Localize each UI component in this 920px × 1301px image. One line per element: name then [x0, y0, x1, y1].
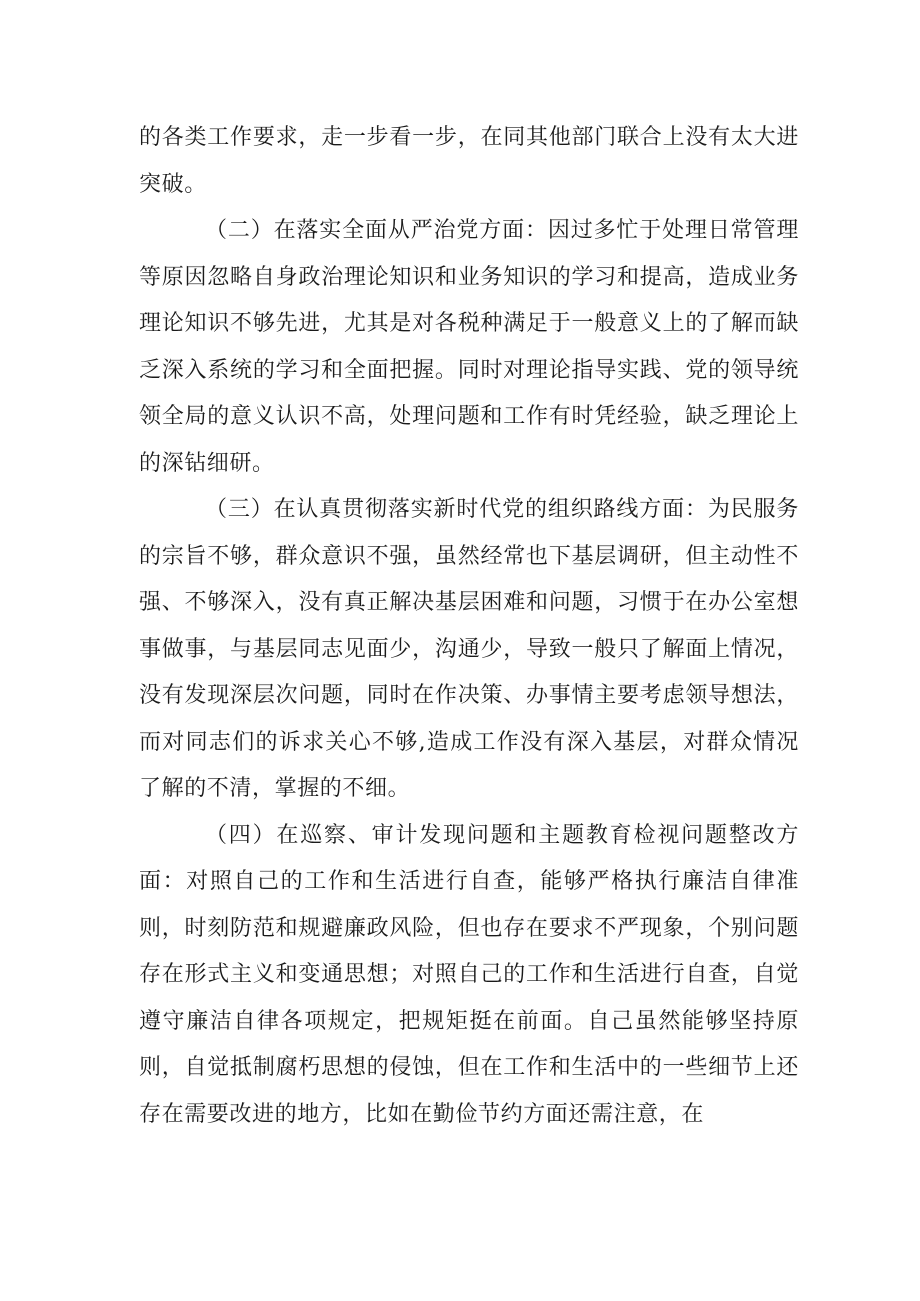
paragraph-section-2: （二）在落实全面从严治党方面：因过多忙于处理日常管理等原因忽略自身政治理论知识和业务知识的学习和提高，造成业务理论知识不够先进，尤其是对各税种满足于一般意义上的了解而缺乏深入系统的学习和全面把握。同时对理论指导实践、党的领导统领全局的意义认识不高，处理问题和工作有时凭经验，缺乏理论上的深钻细研。 — [139, 218, 799, 476]
paragraph-continuation: 的各类工作要求，走一步看一步，在同其他部门联合上没有太大进突破。 — [139, 125, 799, 197]
paragraph-section-3: （三）在认真贯彻落实新时代党的组织路线方面：为民服务的宗旨不够，群众意识不强，虽然经常也下基层调研，但主动性不强、不够深入，没有真正解决基层困难和问题，习惯于在办公室想事做事，与基层同志见面少，沟通少，导致一般只了解面上情况，没有发现深层次问题，同时在作决策、办事情主要考虑领导想法，而对同志们的诉求关心不够,造成工作没有深入基层，对群众情况了解的不清，掌握的不细。 — [139, 497, 799, 801]
paragraph-section-4: （四）在巡察、审计发现问题和主题教育检视问题整改方面：对照自己的工作和生活进行自查，能够严格执行廉洁自律准则，时刻防范和规避廉政风险，但也存在要求不严现象，个别问题存在形式主义和变通思想；对照自己的工作和生活进行自查，自觉遵守廉洁自律各项规定，把规矩挺在前面。自己虽然能够坚持原则，自觉抵制腐朽思想的侵蚀，但在工作和生活中的一些细节上还存在需要改进的地方，比如在勤俭节约方面还需注意，在 — [139, 822, 799, 1127]
document-body — [139, 115, 799, 1138]
